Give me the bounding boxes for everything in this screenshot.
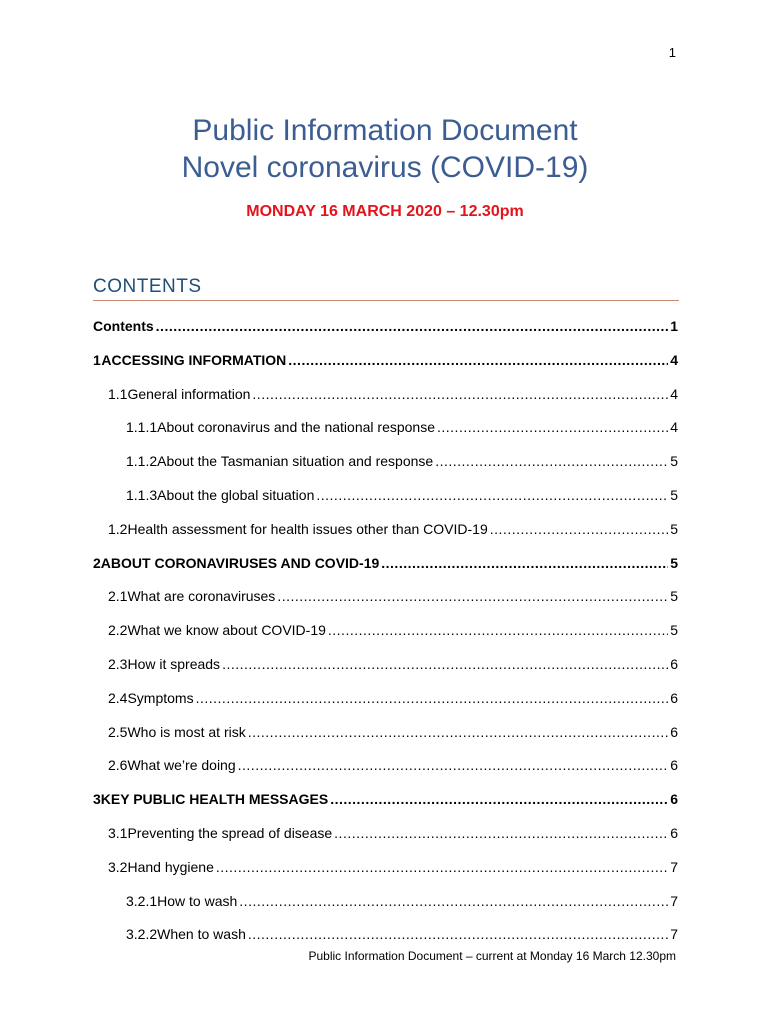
toc-entry[interactable] [108,386,678,402]
toc-entry-page: 6 [670,791,678,808]
toc-entry-title: What we know about COVID-19 [127,622,326,639]
toc-entry[interactable] [126,487,678,503]
toc-entry-page: 5 [670,622,678,639]
toc-entry-title: Contents [93,318,154,334]
document-title [0,112,770,186]
toc-entry-page: 4 [670,385,678,402]
toc-entry[interactable] [126,926,678,942]
toc-entry[interactable] [126,453,678,469]
toc-dot-leader [196,690,669,706]
toc-entry[interactable] [108,656,678,672]
toc-entry-number: 2.3 [108,656,128,672]
toc-dot-leader [334,825,668,841]
toc-entry-number: 3.1 [108,825,128,841]
toc-dot-leader [156,318,669,334]
toc-entry-title: About the Tasmanian situation and response [157,453,434,470]
toc-dot-leader [222,656,668,672]
toc-dot-leader [435,453,668,469]
toc-entry[interactable] [93,555,678,571]
toc-entry-page: 6 [670,689,678,706]
toc-dot-leader [239,893,668,909]
toc-entry-title: About coronavirus and the national response [157,419,435,436]
toc-entry[interactable] [108,690,678,706]
toc-entry-page: 1 [670,318,678,334]
title-line-2: Novel coronavirus (COVID-19) [181,151,589,184]
toc-dot-leader [252,386,668,402]
toc-dot-leader [437,419,668,435]
toc-entry-title: Health assessment for health issues other than COVID-19 [127,520,488,537]
toc-entry-title: KEY PUBLIC HEALTH MESSAGES [100,791,329,808]
toc-entry[interactable] [108,521,678,537]
toc-dot-leader [381,555,668,571]
toc-entry-number: 3.2 [108,858,128,875]
toc-entry-number: 2.5 [108,723,128,740]
toc-entry-page: 5 [670,520,678,537]
toc-entry-page: 6 [670,825,678,841]
toc-dot-leader [248,724,668,740]
title-line-1: Public Information Document [192,114,578,147]
toc-entry-number: 1.1.2 [126,453,158,470]
toc-entry[interactable] [126,893,678,909]
toc-entry-page: 5 [670,554,678,571]
toc-entry-page: 6 [670,757,678,774]
toc-entry-number: 3.2.1 [126,892,158,909]
toc-entry-title: Who is most at risk [127,723,246,740]
toc-entry-page: 6 [670,723,678,740]
toc-entry-page: 7 [670,926,678,943]
toc-entry-page: 5 [670,588,678,605]
toc-entry-number: 3.2.2 [126,926,158,943]
toc-entry-page: 5 [670,453,678,470]
toc-entry-number: 1.1.3 [126,487,158,503]
toc-dot-leader [490,521,668,537]
toc-entry-page: 7 [670,858,678,875]
toc-entry-number: 2.6 [108,757,128,774]
toc-entry-number: 2.2 [108,622,128,639]
toc-entry[interactable] [108,825,678,841]
toc-entry-title: When to wash [157,926,246,943]
contents-heading: CONTENTS [93,276,202,297]
toc-dot-leader [328,622,668,638]
toc-entry-number: 1 [93,351,101,368]
toc-entry[interactable] [93,318,678,334]
toc-entry-title: General information [127,385,251,402]
page-number: 1 [668,45,676,60]
toc-entry-title: How to wash [157,892,238,909]
toc-dot-leader [288,352,668,368]
toc-dot-leader [216,859,668,875]
toc-entry-number: 2 [93,554,101,571]
date-line: MONDAY 16 MARCH 2020 – 12.30pm [246,203,524,220]
toc-entry-number: 1.1.1 [126,419,158,436]
toc-entry-title: ACCESSING INFORMATION [101,351,287,368]
toc-dot-leader [248,926,668,942]
toc-entry[interactable] [108,757,678,773]
toc-entry-title: Preventing the spread of disease [127,825,333,841]
toc-dot-leader [277,588,668,604]
toc-entry-number: 1.1 [108,385,128,402]
toc-entry-title: ABOUT CORONAVIRUSES AND COVID-19 [100,554,380,571]
toc-entry-number: 2.1 [108,588,128,605]
toc-entry-title: What are coronaviruses [127,588,276,605]
toc-entry-number: 1.2 [108,520,128,537]
toc-entry[interactable] [108,859,678,875]
toc-entry-page: 4 [670,351,678,368]
toc-entry[interactable] [126,419,678,435]
contents-divider [93,300,679,301]
toc-entry-page: 6 [670,656,678,672]
toc-dot-leader [316,487,668,503]
toc-entry[interactable] [93,352,678,368]
toc-entry[interactable] [108,724,678,740]
toc-entry-page: 7 [670,892,678,909]
toc-entry-number: 2.4 [108,689,128,706]
toc-entry[interactable] [108,622,678,638]
toc-entry-title: What we’re doing [127,757,236,774]
toc-entry-page: 4 [670,419,678,436]
toc-entry-title: Symptoms [127,689,194,706]
toc-entry-title: How it spreads [127,656,221,672]
toc-entry-page: 5 [670,487,678,503]
toc-entry-number: 3 [93,791,101,808]
toc-entry-title: About the global situation [157,487,315,503]
page-footer: Public Information Document – current at Monday 16 March 12.30pm [308,949,676,963]
toc-entry[interactable] [108,588,678,604]
toc-entry-title: Hand hygiene [127,858,214,875]
toc-dot-leader [330,791,668,807]
toc-entry[interactable] [93,791,678,807]
toc-dot-leader [238,757,669,773]
